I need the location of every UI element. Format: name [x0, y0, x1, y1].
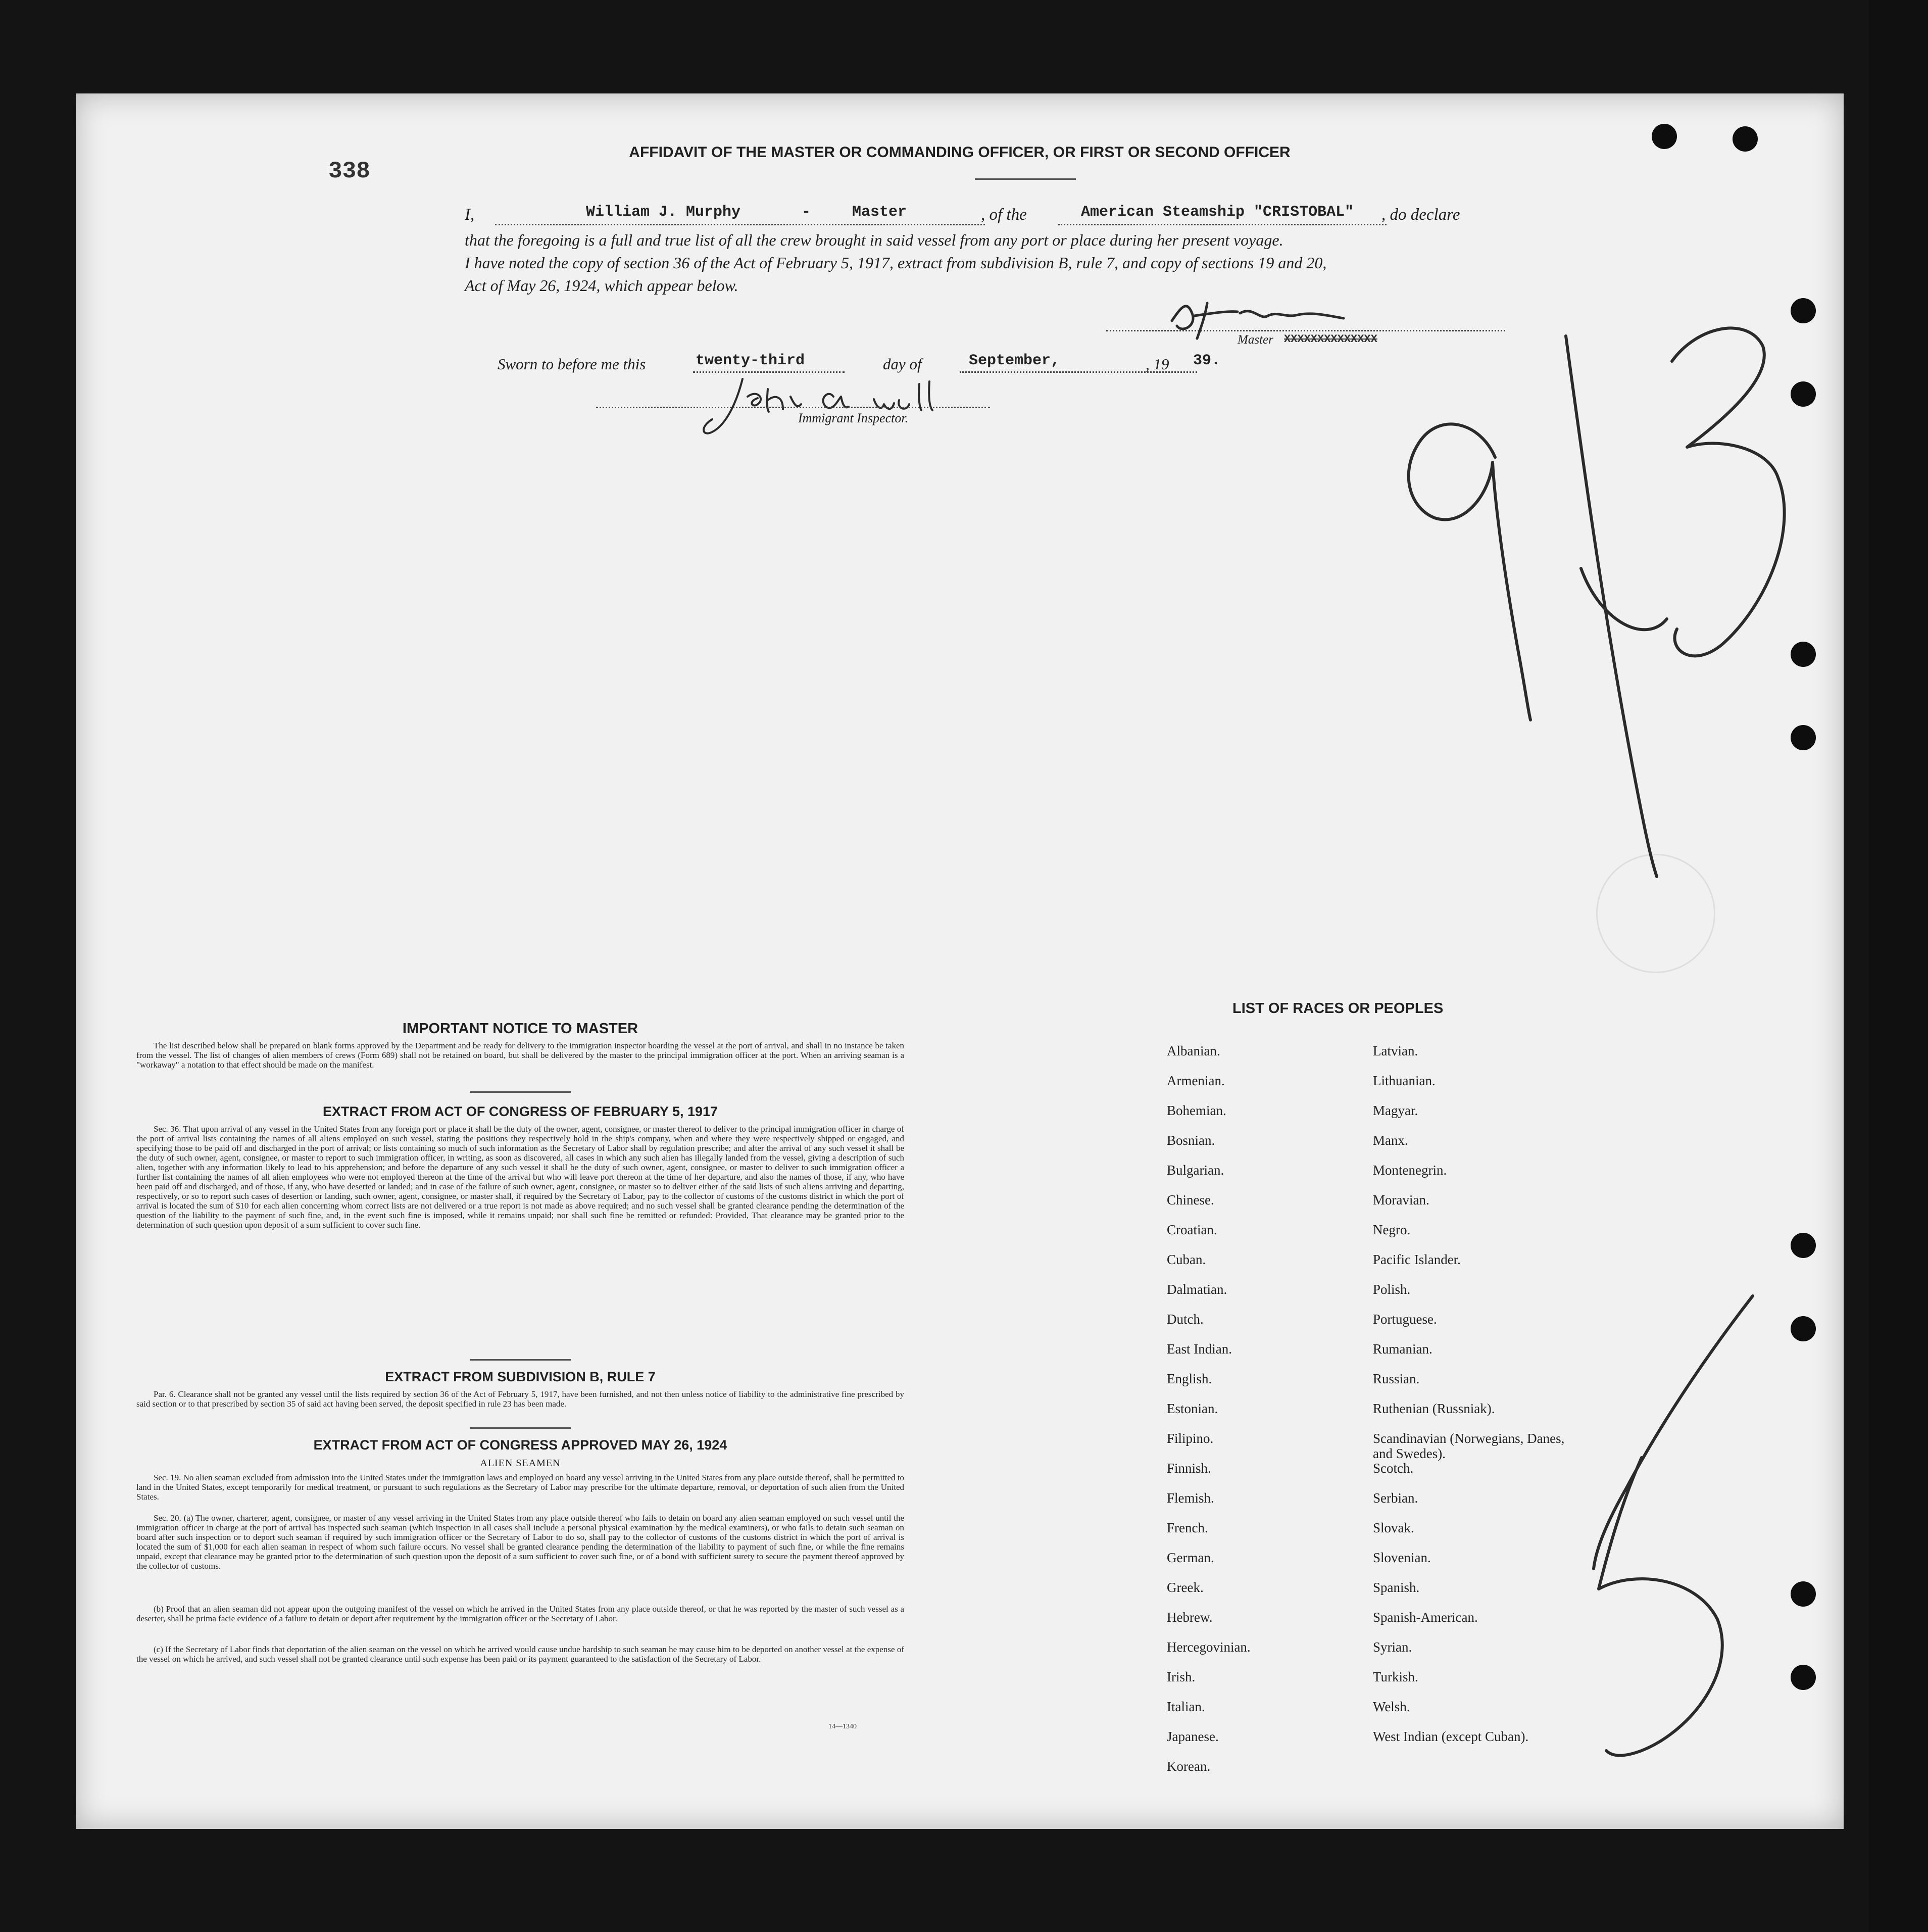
race-list-item: Spanish-American. [1373, 1610, 1478, 1625]
section-20b-text: (b) Proof that an alien seaman did not appear upon the outgoing manifest of the vessel on which he arrived in the United States from any place outside thereof, or that he was reported by the master of such vessel as a deserter, shall be prima facie evidence of a failure to detain or deport after requirement by the immigration officer or the Secretary of Labor. [136, 1604, 904, 1623]
races-column-1 [1167, 1043, 1359, 1789]
subdivision-b-rule [470, 1427, 571, 1429]
sworn-prefix: Sworn to before me this [498, 355, 646, 373]
race-list-item: Cuban. [1167, 1252, 1206, 1267]
race-list-item: Korean. [1167, 1759, 1211, 1774]
master-struck-text: XXXXXXXXXXXXXX [1284, 333, 1377, 346]
race-list-item: Slovak. [1373, 1520, 1414, 1535]
race-list-item: Hercegovinian. [1167, 1639, 1251, 1655]
punch-hole [1791, 1233, 1816, 1258]
race-list-item: Irish. [1167, 1669, 1196, 1684]
race-list-item: Welsh. [1373, 1699, 1410, 1714]
affidavit-title: AFFIDAVIT OF THE MASTER OR COMMANDING OFFICER, OR FIRST OR SECOND OFFICER [629, 144, 1291, 161]
race-list-item: Russian. [1373, 1371, 1420, 1386]
extract-1924-title: EXTRACT FROM ACT OF CONGRESS APPROVED MAY 26, 1924 [313, 1437, 727, 1453]
affidavit-line-4: Act of May 26, 1924, which appear below. [465, 276, 738, 295]
race-list-item: Italian. [1167, 1699, 1205, 1714]
inspector-signature-line [596, 407, 990, 408]
race-list-item: Manx. [1373, 1133, 1408, 1148]
form-number: 14—1340 [828, 1723, 857, 1730]
notice-rule [470, 1091, 571, 1093]
race-list-item: Pacific Islander. [1373, 1252, 1461, 1267]
race-list-item: Rumanian. [1373, 1341, 1432, 1357]
race-list-item: Bulgarian. [1167, 1163, 1224, 1178]
master-caption: Master [1238, 333, 1273, 347]
race-list-item: Flemish. [1167, 1490, 1214, 1506]
year-suffix: 39. [1193, 352, 1221, 369]
punch-hole [1791, 1316, 1816, 1341]
officer-name: William J. Murphy [586, 204, 741, 221]
subdivision-b-body: Par. 6. Clearance shall not be granted any vessel until the lists required by section 36 of the Act of February 5, 1917, have been furnished, and not then unless notice of liability to the administrative fine prescribed by said section or to that prescribed by section 35 of said act having been served, the deposit specified in rule 23 has been made. [136, 1389, 904, 1409]
punch-hole [1791, 1581, 1816, 1607]
race-list-item: Dalmatian. [1167, 1282, 1227, 1297]
sworn-day: twenty-third [696, 352, 805, 369]
race-list-item: Dutch. [1167, 1312, 1204, 1327]
year-prefix: , 19 [1146, 355, 1169, 373]
race-list-item: Slovenian. [1373, 1550, 1431, 1565]
race-list-item: Bosnian. [1167, 1133, 1215, 1148]
race-list-item: German. [1167, 1550, 1214, 1565]
race-list-item: Bohemian. [1167, 1103, 1226, 1118]
scanner-background [1869, 0, 1928, 1932]
vessel-name: American Steamship "CRISTOBAL" [1081, 204, 1354, 221]
subdivision-b-title: EXTRACT FROM SUBDIVISION B, RULE 7 [385, 1369, 656, 1384]
race-list-item: West Indian (except Cuban). [1373, 1729, 1529, 1744]
day-of-text: day of [883, 355, 922, 373]
affidavit-line-2: that the foregoing is a full and true list of all the crew brought in said vessel from any port or place during her present voyage. [465, 231, 1283, 249]
do-declare-text: , do declare [1381, 206, 1460, 224]
race-list-item: Greek. [1167, 1580, 1204, 1595]
race-list-item: Estonian. [1167, 1401, 1218, 1416]
officer-dash: - [802, 204, 811, 221]
document-page [76, 93, 1844, 1829]
race-list-item: Lithuanian. [1373, 1073, 1436, 1088]
race-list-item: East Indian. [1167, 1341, 1232, 1357]
race-list-item: Ruthenian (Russniak). [1373, 1401, 1495, 1416]
page-mark: 338 [328, 158, 370, 184]
races-column-2 [1373, 1043, 1585, 1759]
race-list-item: Montenegrin. [1373, 1163, 1447, 1178]
affidavit-pronoun: I, [465, 206, 475, 224]
inspector-caption: Immigrant Inspector. [798, 411, 909, 425]
race-list-item: English. [1167, 1371, 1212, 1386]
title-rule [975, 178, 1076, 180]
extract-1917-rule [470, 1359, 571, 1361]
race-list-item: French. [1167, 1520, 1208, 1535]
race-list-item: Japanese. [1167, 1729, 1219, 1744]
section-20c-text: (c) If the Secretary of Labor finds that deportation of the alien seaman on the vessel on which he arrived would cause undue hardship to such seaman he may cause him to be deported on another vessel at the expense of the vessel on which he arrived, and such vessel shall not be granted clearance until such expense has been paid or its payment guaranteed to the satisfaction of the Secretary of Labor. [136, 1645, 904, 1664]
alien-seamen-subtitle: ALIEN SEAMEN [480, 1458, 561, 1469]
race-list-item: Croatian. [1167, 1222, 1217, 1237]
faint-seal [1596, 854, 1715, 973]
vessel-underline [1058, 224, 1387, 225]
sworn-month: September, [969, 352, 1060, 369]
punch-hole [1791, 1665, 1816, 1690]
race-list-item: Albanian. [1167, 1043, 1220, 1058]
race-list-item: Polish. [1373, 1282, 1411, 1297]
race-list-item: Spanish. [1373, 1580, 1420, 1595]
race-list-item: Syrian. [1373, 1639, 1412, 1655]
race-list-item: Scotch. [1373, 1461, 1414, 1476]
race-list-item: Scandinavian (Norwegians, Danes, and Swedes). [1373, 1431, 1565, 1461]
race-list-item: Negro. [1373, 1222, 1411, 1237]
race-list-item: Magyar. [1373, 1103, 1418, 1118]
of-the-text: , of the [981, 206, 1027, 224]
affidavit-line-3: I have noted the copy of section 36 of the Act of February 5, 1917, extract from subdivision B, rule 7, and copy of sections 19 and 20, [465, 254, 1327, 272]
races-title: LIST OF RACES OR PEOPLES [1232, 1000, 1444, 1017]
race-list-item: Chinese. [1167, 1192, 1214, 1208]
officer-rank: Master [852, 204, 907, 221]
notice-title: IMPORTANT NOTICE TO MASTER [402, 1021, 638, 1037]
race-list-item: Serbian. [1373, 1490, 1418, 1506]
name-underline [495, 224, 985, 225]
extract-1917-title: EXTRACT FROM ACT OF CONGRESS OF FEBRUARY 5, 1917 [322, 1104, 718, 1119]
notice-body: The list described below shall be prepared on blank forms approved by the Department and be ready for delivery to the immigration inspector boarding the vessel at the port of arrival, and shall in no instance be taken from the vessel. The list of changes of alien members of crews (Form 689) shall not be retained on board, but shall be delivered by the master to the principal immigration officer at the port. When an arriving seaman is a "workaway" a notation to that effect should be made on the manifest. [136, 1041, 904, 1070]
race-list-item: Latvian. [1373, 1043, 1418, 1058]
race-list-item: Turkish. [1373, 1669, 1418, 1684]
inspector-signature [682, 369, 945, 450]
race-list-item: Portuguese. [1373, 1312, 1437, 1327]
section-20a-text: Sec. 20. (a) The owner, charterer, agent, consignee, or master of any vessel arriving in the United States from any place outside thereof who fails to detain on board any alien seaman employed on such vessel until the immigration officer in charge at the port of arrival has inspected such seaman (which inspection in all cases shall include a personal physical examination by the medical examiners), or who fails to detain such seaman on board after such inspection or to deport such seaman if required by such immigration officer or the Secretary of Labor to do so, shall pay to the collector of customs of the customs district in which the port of arrival is located the sum of $1,000 for each alien seaman in respect of whom such failure occurs. No vessel shall be granted clearance pending the determination of the liability to payment of such fine, or while the fine remains unpaid, except that clearance may be granted prior to the determination of such question upon the deposit of a sum sufficient to cover such fine, or of a bond with sufficient surety to secure the payment thereof approved by the collector of customs. [136, 1513, 904, 1571]
race-list-item: Filipino. [1167, 1431, 1214, 1446]
race-list-item: Finnish. [1167, 1461, 1211, 1476]
section-19-text: Sec. 19. No alien seaman excluded from admission into the United States under the immigration laws and employed on board any vessel arriving in the United States from any place outside thereof, shall be permitted to land in the United States, except temporarily for medical treatment, or pursuant to such regulations as the Secretary of Labor may prescribe for the ultimate departure, removal, or deportation of such alien from the United States. [136, 1473, 904, 1502]
race-list-item: Hebrew. [1167, 1610, 1213, 1625]
race-list-item: Moravian. [1373, 1192, 1429, 1208]
race-list-item: Armenian. [1167, 1073, 1225, 1088]
extract-1917-body: Sec. 36. That upon arrival of any vessel in the United States from any foreign port or place it shall be the duty of the owner, agent, consignee, or master thereof to deliver to the principal immigration officer in charge of the port of arrival lists containing the names of all aliens employed on such vessel, stating the positions they respectively hold in the ship's company, when and where they were respectively shipped or engaged, and specifying those to be paid off and discharged in the port of arrival; or lists containing so much of such information as the Secretary of Labor shall by regulation prescribe; and after the arrival of any such vessel it shall be the duty of such owner, agent, consignee, or master to report to such immigration officer, in writing, as soon as discovered, all cases in which any such alien has illegally landed from the vessel, giving a description of such alien, together with any information likely to lead to his apprehension; and before the departure of any such vessel it shall be the duty of such owner, agent, consignee, or master to deliver to such immigration officer a further list containing the names of all alien employees who were not employed thereon at the time of the arrival but who will leave port thereon at the time of her departure, and also the names of those, if any, who have been paid off and discharged, and of those, if any, who have deserted or landed; and in case of the failure of such owner, agent, consignee, or master so to deliver either of the said lists of such aliens arriving and departing, respectively, or so to report such cases of desertion or landing, such owner, agent, consignee, or master shall, if required by the Secretary of Labor, pay to the collector of customs of the customs district in which the port of arrival is located the sum of $10 for each alien concerning whom correct lists are not delivered or a true report is not made as above required; and no such vessel shall be granted clearance pending the determination of the question of the liability to the payment of such fine, and, in the event such fine is imposed, while it remains unpaid; nor shall such fine be remitted or refunded: Provided, That clearance may be granted prior to the determination of such question upon deposit of a sum sufficient to cover such fine. [136, 1124, 904, 1230]
